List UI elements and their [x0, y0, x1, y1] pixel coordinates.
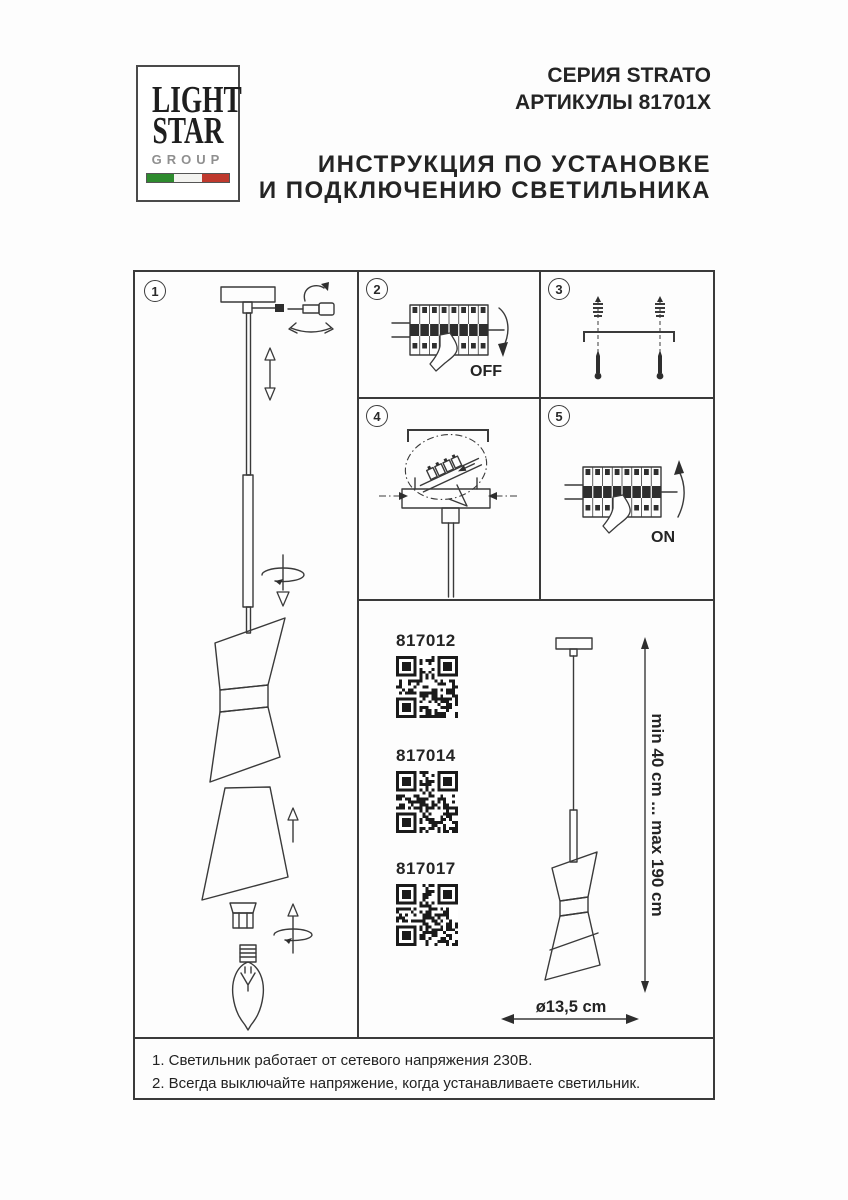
step-panel-2 [359, 272, 539, 397]
wall-anchor-icon [655, 296, 665, 316]
step-badge: 4 [366, 405, 388, 427]
logo-light: LIGHT [152, 79, 242, 121]
step-panel-4 [359, 399, 539, 599]
step-badge: 2 [366, 278, 388, 300]
note-line: 1. Светильник работает от сетевого напряжения 230В. [152, 1052, 533, 1069]
on-label: ON [651, 529, 675, 546]
product-article-label: 817017 [396, 859, 456, 878]
bubble-pointer [449, 485, 467, 506]
screw-icon [595, 350, 602, 379]
note-line: 2. Всегда выключайте напряжение, когда устанавливаете светильник. [152, 1075, 641, 1092]
diameter-label: ø13,5 cm [535, 998, 607, 1016]
step-badge: 5 [548, 405, 570, 427]
italy-flag [146, 173, 230, 183]
products-panel [359, 601, 713, 1035]
arrow-up-icon [674, 460, 684, 475]
articles-title: АРТИКУЛЫ 81701X [515, 91, 711, 114]
product-article-label: 817014 [396, 746, 456, 765]
breaker-on-drawing [541, 399, 713, 599]
step-badge: 1 [144, 280, 166, 302]
logo-group: GROUP [151, 152, 225, 167]
flag-white [174, 174, 201, 182]
step-panel-5 [541, 399, 713, 599]
instruction-title-line2: И ПОДКЛЮЧЕНИЮ СВЕТИЛЬНИКА [258, 177, 711, 204]
instruction-title-line1: ИНСТРУКЦИЯ ПО УСТАНОВКЕ [317, 151, 711, 178]
step-panel-3 [541, 272, 713, 397]
canopy-mount-drawing [359, 399, 539, 599]
screw-icon [657, 350, 664, 379]
off-label: OFF [470, 363, 502, 380]
arrow-right-icon [399, 492, 408, 500]
flag-red [202, 174, 229, 182]
logo-star: STAR [152, 110, 224, 152]
terminal-block-detail [415, 446, 482, 492]
wall-anchor-icon [593, 296, 603, 316]
instruction-title [259, 152, 711, 204]
series-title: СЕРИЯ STRATO [547, 64, 711, 87]
step-panel-1 [135, 272, 357, 1035]
detail-bubble [399, 427, 493, 507]
flag-green [147, 174, 174, 182]
pendant-dimension-drawing [359, 601, 713, 1035]
height-range-label: min 40 cm ... max 190 cm [648, 713, 667, 917]
header-titles [259, 62, 711, 204]
lightstar-logo [136, 65, 240, 202]
step-badge: 3 [548, 278, 570, 300]
product-article-label: 817012 [396, 631, 456, 650]
exploded-lamp-drawing [135, 272, 357, 1035]
arrow-down-icon [498, 342, 508, 357]
notes-panel [135, 1039, 713, 1098]
